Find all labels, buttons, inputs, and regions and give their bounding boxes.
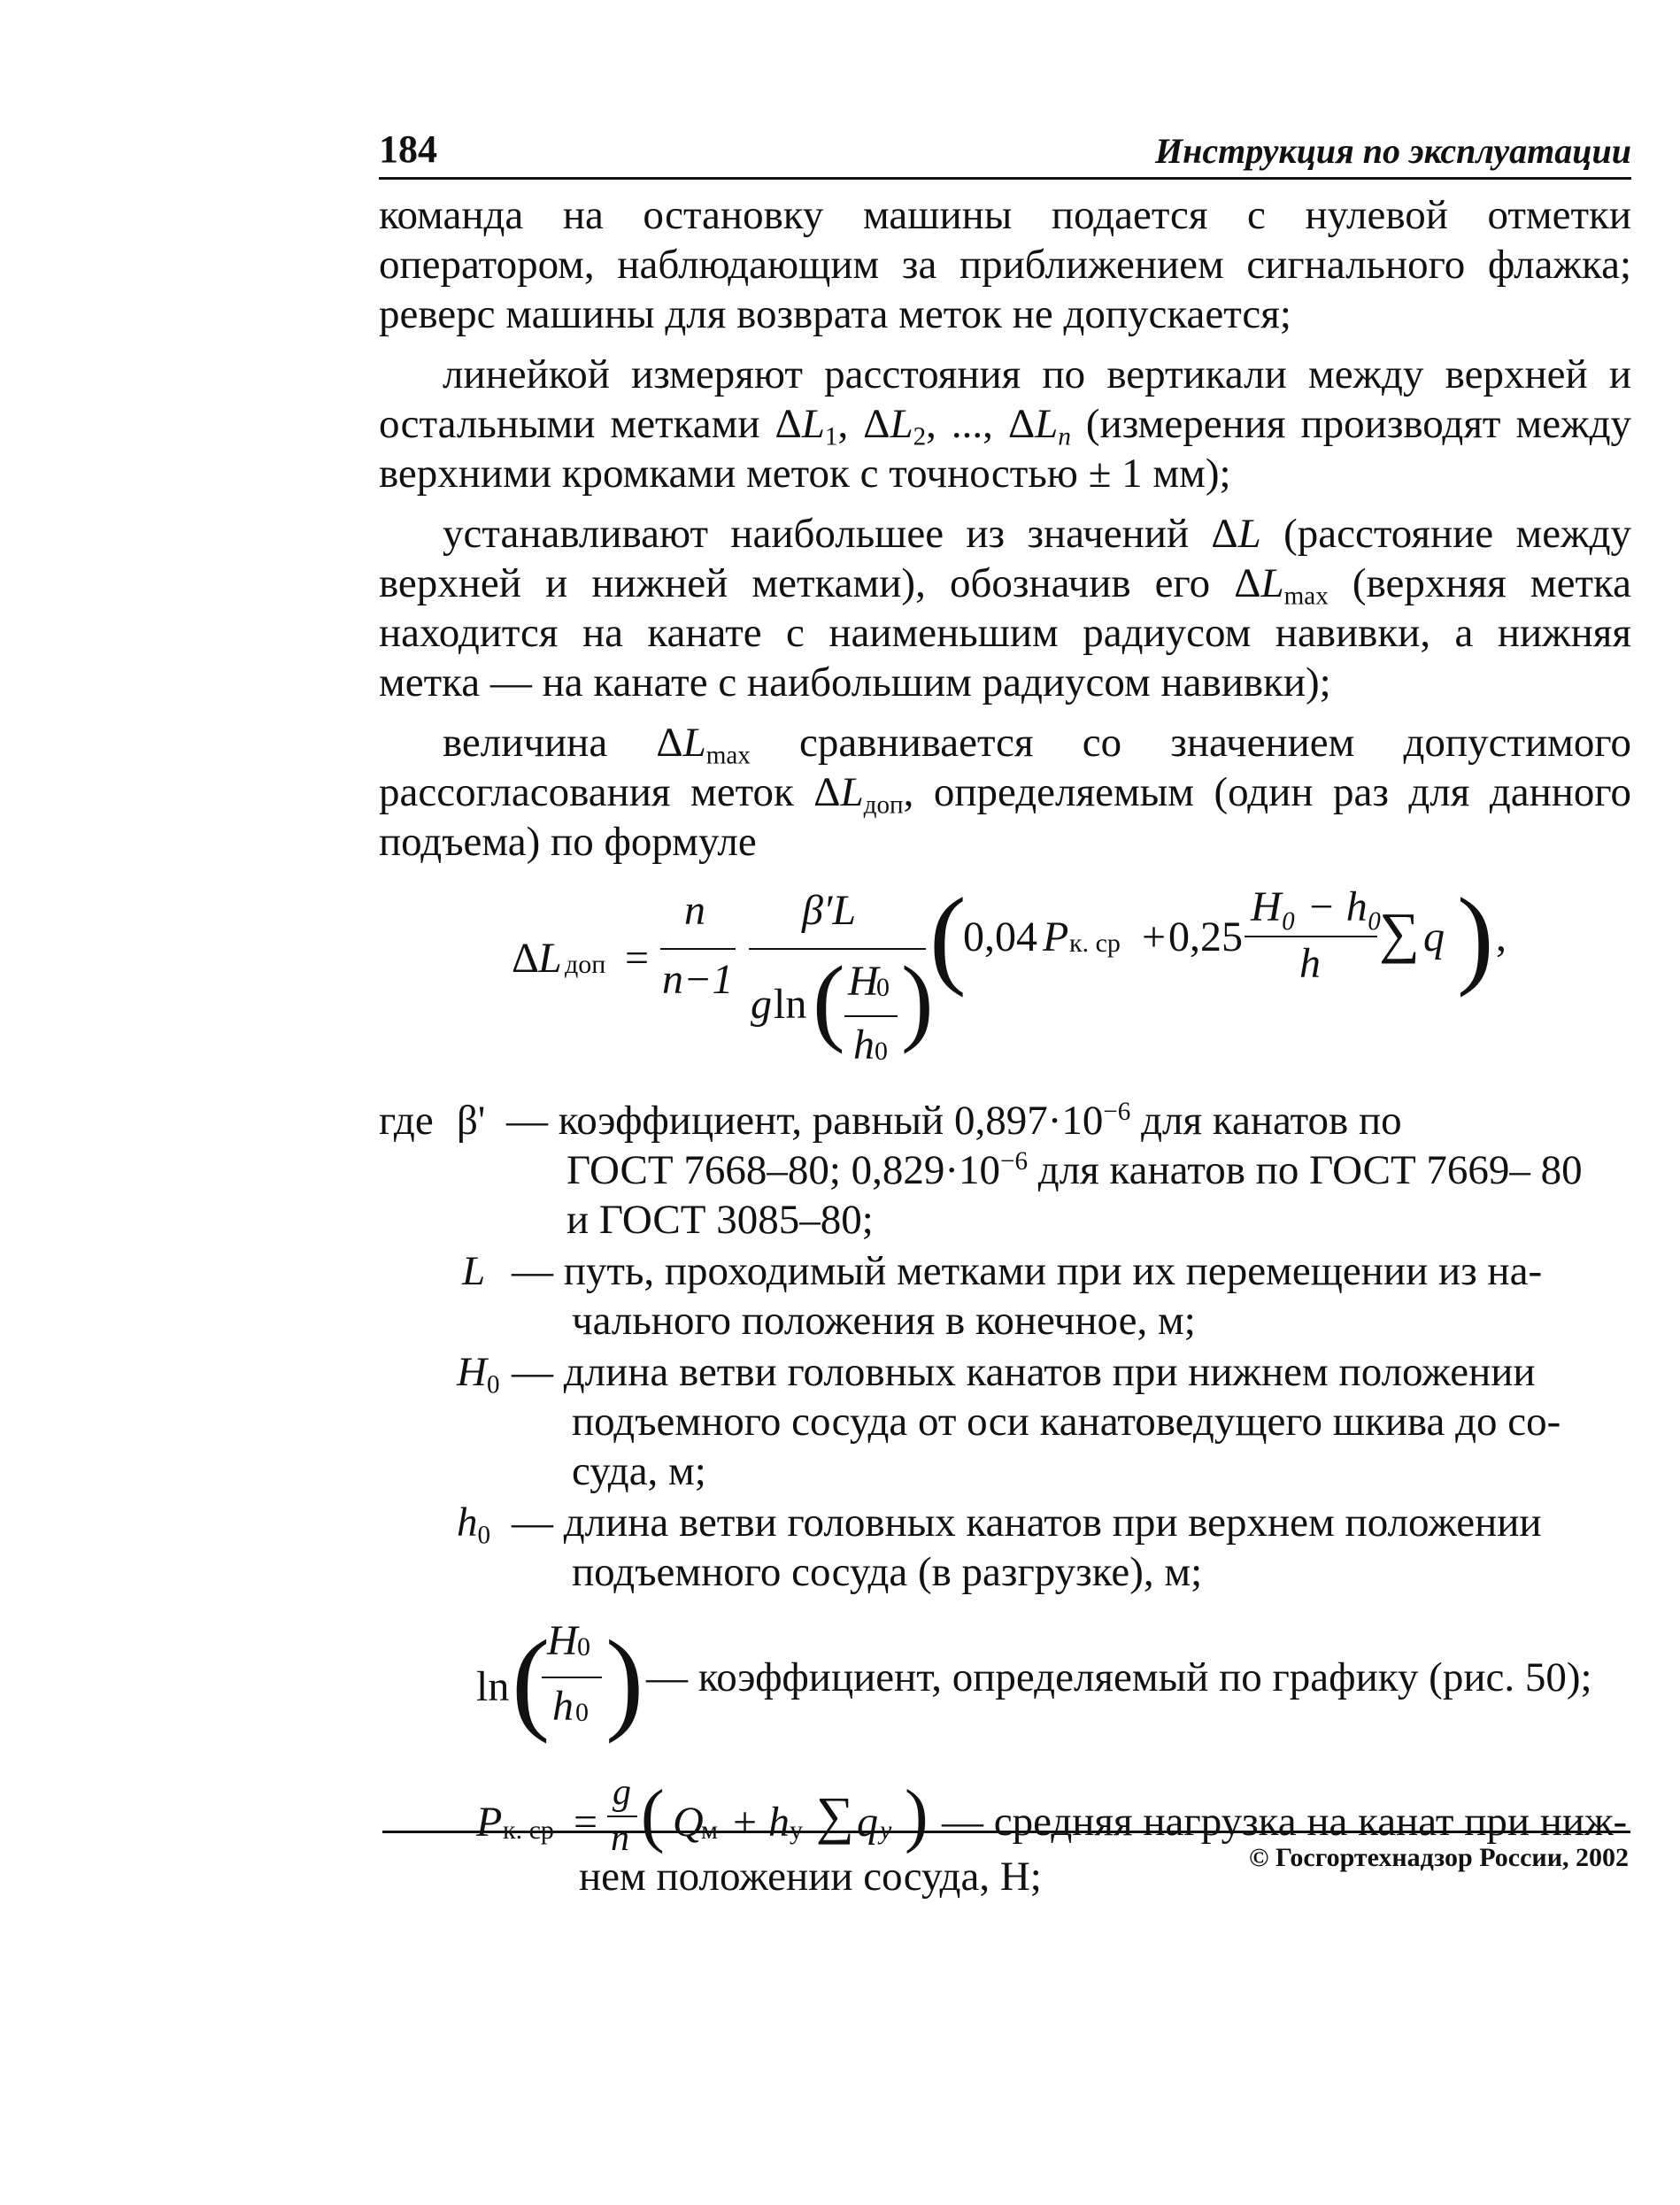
pk-Q-subscript: м xyxy=(701,1816,718,1845)
ln-lparen: ( xyxy=(512,1617,551,1745)
ln-H0: H xyxy=(547,1617,578,1664)
formula-q: q xyxy=(1423,914,1445,960)
frac2-den-inner-line xyxy=(844,1015,898,1017)
definition-h0 xyxy=(379,1498,1631,1597)
L-text-1: — путь, проходимый метками при их перемещении из на- xyxy=(512,1248,1543,1294)
paragraph-4-text-c: , определяемым (один раз для данного подъема) по формуле xyxy=(379,769,1631,865)
beta-text-2: для канатов по xyxy=(1130,1098,1402,1144)
ln-h0-sub: 0 xyxy=(575,1698,589,1727)
paragraph-2-text-a: линейкой измеряют расстояния по вертикали между верхней и остальными метками Δ xyxy=(379,351,1631,447)
subscript-1: 1 xyxy=(824,422,838,451)
pk-Q: Q xyxy=(673,1799,704,1846)
frac2-numerator: β′L xyxy=(802,887,857,934)
definition-H0-symbol xyxy=(457,1347,512,1397)
where-label: где xyxy=(379,1098,434,1144)
paragraph-2-text-b: (измерения производят между верхними кромками меток с точностью ± 1 мм); xyxy=(379,401,1631,497)
formula-coef2: 0,25 xyxy=(1168,914,1243,960)
frac1-numerator: n xyxy=(684,887,705,934)
h0-text-1: — длина ветви головных канатов при верхнем положении xyxy=(512,1500,1542,1546)
L-text-2: чального положения в конечное, м; xyxy=(572,1298,1196,1344)
h0-subscript: 0 xyxy=(477,1521,491,1550)
frac3-denominator: h xyxy=(1299,940,1321,987)
subscript-max: max xyxy=(705,741,751,770)
beta-line-2 xyxy=(506,1145,1631,1195)
formula-plus: + xyxy=(1142,914,1167,960)
subscript-dop: доп xyxy=(863,790,904,820)
frac1-denominator: n−1 xyxy=(662,956,734,1003)
ln-label: ln xyxy=(476,1663,510,1710)
ln-h0: h xyxy=(552,1683,574,1730)
definition-beta-text xyxy=(506,1096,1631,1245)
symbol-L: L xyxy=(890,401,913,447)
formula-dop-subscript: доп xyxy=(565,950,606,979)
formula-P: P xyxy=(1043,914,1069,960)
pk-rparen: ) xyxy=(905,1777,929,1854)
frac2-den-H0-sub: 0 xyxy=(876,973,890,1002)
paragraph-2 xyxy=(379,350,1631,498)
frac2-den-H0: H xyxy=(848,958,879,1005)
subscript-2: 2 xyxy=(913,422,927,451)
beta-exponent-2: −6 xyxy=(1000,1146,1029,1176)
definition-ln xyxy=(379,1616,1631,1762)
H0-text-1: — длина ветви головных канатов при нижнем положении xyxy=(512,1349,1536,1395)
frac1-line xyxy=(660,948,736,950)
definition-L xyxy=(379,1246,1631,1345)
page-number: 184 xyxy=(379,127,437,171)
definition-beta-symbol: β' xyxy=(457,1098,486,1144)
pk-lparen: ( xyxy=(641,1777,665,1854)
pk-h-subscript: у xyxy=(790,1816,803,1845)
paragraph-3-text-c: (верхняя метка находится на канате с наименьшим радиусом навивки, а нижняя метка — на канате с наибольшим радиусом навивки); xyxy=(379,560,1631,705)
beta-text-1: — коэффициент, равный 0,897·10 xyxy=(506,1098,1104,1144)
pk-h: h xyxy=(768,1799,790,1846)
symbol-L: L xyxy=(840,769,864,815)
page-body xyxy=(379,190,1631,1902)
paragraph-3 xyxy=(379,509,1631,707)
page-header xyxy=(379,124,1631,180)
H0-text-3: суда, м; xyxy=(572,1448,706,1494)
subscript-n: n xyxy=(1058,422,1071,451)
ln-rparen: ) xyxy=(605,1617,644,1745)
beta-text-3: ГОСТ 7668–80; 0,829·10 xyxy=(566,1147,1001,1193)
symbol-L: L xyxy=(682,720,706,766)
pk-q-subscript: y xyxy=(880,1816,892,1845)
pk-n: n xyxy=(611,1818,629,1859)
formula-L: L xyxy=(538,935,562,982)
pk-equals: = xyxy=(574,1799,598,1846)
definitions-list xyxy=(379,1096,1631,1902)
formula-sum: ∑ xyxy=(1379,901,1420,964)
definition-beta xyxy=(379,1096,1631,1245)
symbol-L: L xyxy=(1237,511,1261,557)
formula-lparen: ( xyxy=(929,876,967,998)
running-title: Инструкция по эксплуатации xyxy=(1155,131,1631,171)
frac2-den-lparen: ( xyxy=(813,946,845,1054)
definition-P-kcp xyxy=(379,1772,1631,1902)
pk-q: q xyxy=(857,1799,878,1846)
definition-L-symbol: L xyxy=(462,1248,486,1294)
frac2-den-h0: h xyxy=(853,1022,875,1068)
formula-P-subscript: к. ср xyxy=(1069,929,1121,958)
frac2-den-ln: ln xyxy=(774,981,807,1028)
paragraph-3-text-a: устанавливают наибольшее из значений Δ xyxy=(443,511,1238,557)
paragraph-4-text-a: величина Δ xyxy=(443,720,683,766)
h0-letter: h xyxy=(457,1500,478,1546)
formula-coef1: 0,04 xyxy=(963,914,1037,960)
definition-H0 xyxy=(379,1347,1631,1496)
frac3-line xyxy=(1245,936,1377,937)
ln-fraction-line xyxy=(542,1677,602,1678)
pk-text-2: нем положении сосуда, Н; xyxy=(579,1854,1042,1900)
beta-line-3: и ГОСТ 3085–80; xyxy=(566,1197,874,1243)
paragraph-4 xyxy=(379,718,1631,867)
beta-exponent-1: −6 xyxy=(1103,1097,1131,1126)
h0-text-2: подъемного сосуда (в разгрузке), м; xyxy=(572,1549,1203,1595)
subscript-max: max xyxy=(1283,582,1329,611)
paragraph-4-text-b: сравнивается со значением допустимого рассогласования меток Δ xyxy=(379,720,1631,815)
frac2-den-h0-sub: 0 xyxy=(875,1037,888,1066)
footer-copyright: © Госгортехнадзор России, 2002 xyxy=(1249,1843,1629,1872)
H0-text-2: подъемного сосуда от оси канатоведущего шкива до со- xyxy=(572,1399,1561,1445)
ellipsis: , ..., Δ xyxy=(926,401,1036,447)
frac2-den-g: g xyxy=(751,981,772,1028)
frac3-numerator: H₀ − h₀ xyxy=(1251,883,1383,930)
formula-delta: Δ xyxy=(512,935,539,982)
ln-text: — коэффициент, определяемый по графику (рис. 50); xyxy=(646,1654,1592,1700)
pk-sum: ∑ xyxy=(816,1786,854,1845)
formula-comma: , xyxy=(1496,914,1507,960)
symbol-L: L xyxy=(1035,401,1059,447)
pk-g: g xyxy=(613,1772,631,1813)
H0-subscript: 0 xyxy=(486,1370,500,1399)
pk-text-1: — средняя нагрузка на канат при ниж- xyxy=(942,1799,1628,1845)
paragraph-1 xyxy=(379,190,1631,339)
footer-rule xyxy=(382,1831,1630,1833)
formula-equals: = xyxy=(625,935,650,982)
frac2-den-rparen: ) xyxy=(901,946,934,1054)
definition-h0-symbol xyxy=(457,1498,512,1550)
pk-P: P xyxy=(476,1799,503,1846)
ln-H0-sub: 0 xyxy=(577,1632,590,1661)
definition-L-text xyxy=(512,1246,1631,1345)
pk-plus: + xyxy=(733,1799,758,1846)
definition-H0-text xyxy=(512,1347,1631,1496)
formula-delta-l-dop xyxy=(379,876,1631,1091)
paragraph-3-text-b: (расстояние между верхней и нижней метками), обозначив его Δ xyxy=(379,511,1631,606)
definition-h0-text xyxy=(512,1498,1631,1597)
symbol-L: L xyxy=(1260,560,1284,606)
formula-rparen: ) xyxy=(1457,876,1494,998)
beta-text-4: для канатов по ГОСТ 7669– 80 xyxy=(1028,1147,1583,1193)
separator: , Δ xyxy=(837,401,890,447)
paragraph-1-text: команда на остановку машины подается с нулевой отметки оператором, наблюдающим за приближением сигнального флажка; реверс машины для возврата меток не допускается; xyxy=(379,192,1631,337)
H0-letter: H xyxy=(457,1349,487,1395)
symbol-L: L xyxy=(801,401,825,447)
pk-P-subscript: к. ср xyxy=(503,1816,554,1845)
